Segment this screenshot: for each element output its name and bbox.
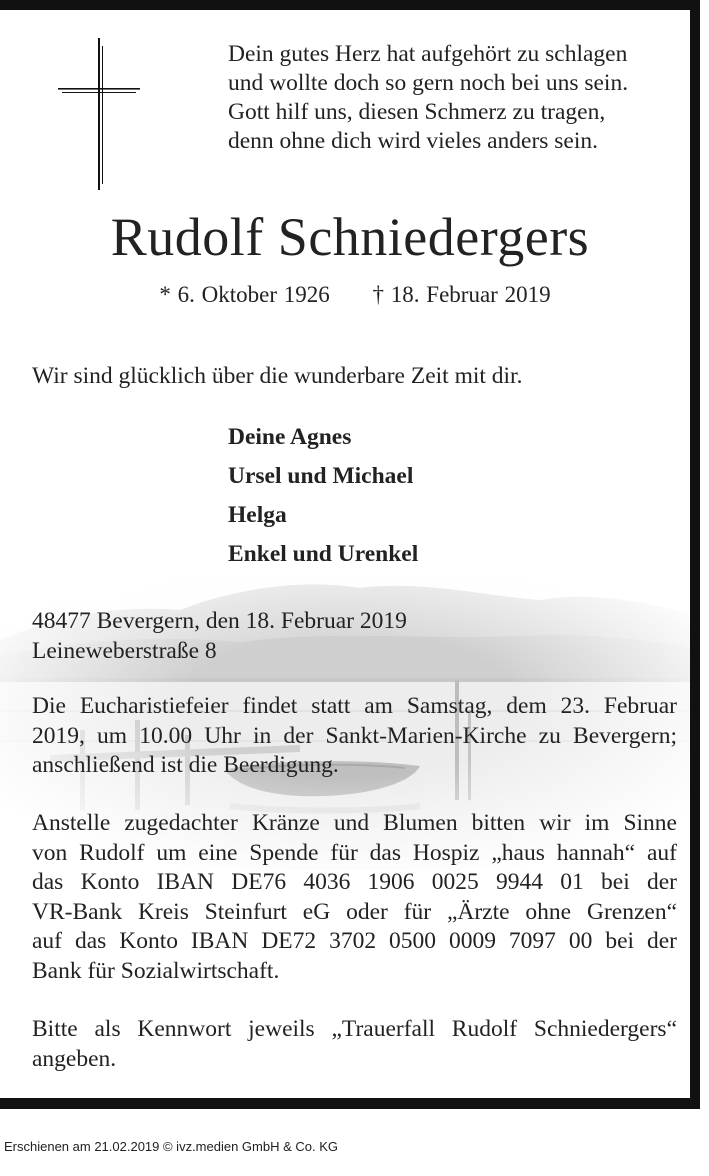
keyword-line: Bitte als Kennwort jeweils „Trauerfall Rudolf Schniedergers“ <box>32 1016 677 1042</box>
life-dates <box>0 282 700 308</box>
mourner: Helga <box>228 502 287 528</box>
publication-footer: Erschienen am 21.02.2019 © ivz.medien GmbH & Co. KG <box>4 1139 339 1154</box>
tribute-text: Wir sind glücklich über die wunderbare Zeit mit dir. <box>32 363 523 389</box>
service-info <box>32 692 677 781</box>
donation-line: Bank für Sozialwirtschaft. <box>32 957 280 984</box>
motto-line: denn ohne dich wird vieles anders sein. <box>228 128 599 154</box>
deceased-name: Rudolf Schniedergers <box>110 207 590 267</box>
donation-line: das Konto IBAN DE76 4036 1906 0025 9944 01 bei der <box>32 869 677 895</box>
keyword-line: angeben. <box>32 1045 117 1072</box>
service-line: anschließend ist die Beerdigung. <box>32 752 339 778</box>
mourner: Deine Agnes <box>228 424 352 450</box>
donation-line: auf das Konto IBAN DE72 3702 0500 0009 7097 00 bei der <box>32 928 677 954</box>
keyword-info <box>32 1015 677 1074</box>
motto-line: und wollte doch so gern noch bei uns sein. <box>228 70 629 96</box>
address-block <box>32 607 677 666</box>
service-line: 2019, um 10.00 Uhr in der Sankt-Marien-Kirche zu Bevergern; <box>32 722 677 749</box>
street: Leineweberstraße 8 <box>32 637 217 664</box>
donation-line: Anstelle zugedachter Kränze und Blumen bitten wir im Sinne <box>32 810 677 836</box>
place-date: 48477 Bevergern, den 18. Februar 2019 <box>32 608 407 634</box>
birth-date: * 6. Oktober 1926 <box>159 282 330 307</box>
motto-line: Dein gutes Herz hat aufgehört zu schlagen <box>228 41 628 67</box>
mourner: Ursel und Michael <box>228 463 414 489</box>
motto-verse <box>228 40 688 156</box>
mourners-list <box>228 418 418 574</box>
cross-icon <box>58 38 140 190</box>
motto-line: Gott hilf uns, diesen Schmerz zu tragen, <box>228 99 606 125</box>
mourner: Enkel und Urenkel <box>228 541 419 567</box>
donation-line: VR-Bank Kreis Steinfurt eG oder für „Ärzte ohne Grenzen“ <box>32 898 677 925</box>
donation-line: von Rudolf um eine Spende für das Hospiz „haus hannah“ auf <box>32 839 677 866</box>
service-line: Die Eucharistiefeier findet statt am Samstag, dem 23. Februar <box>32 693 677 719</box>
donation-info <box>32 809 677 986</box>
death-date: † 18. Februar 2019 <box>372 282 551 307</box>
